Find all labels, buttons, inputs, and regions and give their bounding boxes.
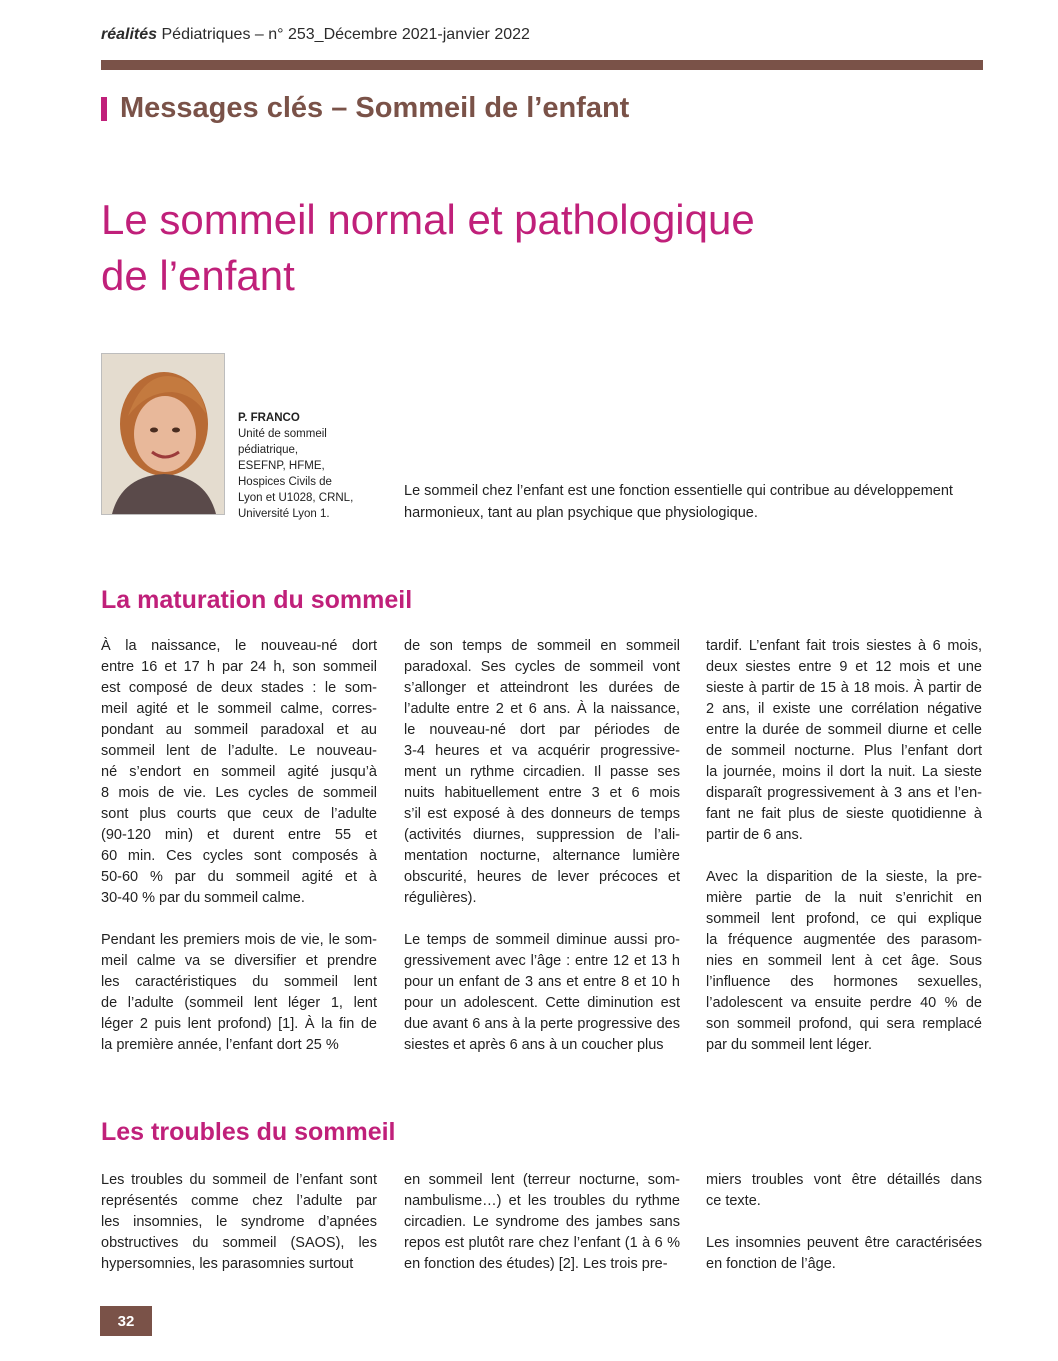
text-line: né s’endort en sommeil agité jusqu’à — [101, 764, 377, 780]
paragraph — [404, 930, 680, 1056]
section1-column-1 — [101, 636, 377, 1077]
text-line: (90-120 min) et durent entre 55 et — [101, 827, 377, 843]
text-line: les caractéristiques du sommeil lent — [101, 974, 377, 990]
section2-column-3 — [706, 1170, 982, 1296]
text-line: s’allonger et atteindront les durées de — [404, 680, 680, 696]
section-heading-maturation: La maturation du sommeil — [101, 586, 413, 614]
text-line: entre 16 et 17 h par 24 h, son sommeil — [101, 659, 377, 675]
text-line: régulières). — [404, 890, 477, 906]
author-block — [238, 410, 388, 522]
text-line: repos est plutôt rare chez l’enfant (1 à 6 % — [404, 1235, 680, 1251]
header-rule — [101, 60, 983, 70]
journal-name: réalités — [101, 26, 158, 43]
section-heading-troubles: Les troubles du sommeil — [101, 1118, 396, 1146]
text-line: entre la durée de sommeil diurne et celle — [706, 722, 982, 738]
page-number: 32 — [100, 1306, 152, 1336]
text-line: l’adulte entre 2 et 6 ans. À la naissance, — [404, 701, 680, 717]
text-line: en fonction des études) [2]. Les trois pre- — [404, 1256, 668, 1272]
text-line: son sommeil profond, qui sera remplacé — [706, 1016, 982, 1032]
section2-column-1 — [101, 1170, 377, 1296]
text-line: pondant au sommeil paradoxal et au — [101, 722, 377, 738]
paragraph — [101, 930, 377, 1056]
text-line: nies en sommeil lent à cet âge. Sous — [706, 953, 982, 969]
kicker-marker — [101, 97, 107, 121]
text-line: Les troubles du sommeil de l’enfant sont — [101, 1172, 377, 1188]
text-line: sommeil lent profond, ce qui explique — [706, 911, 982, 927]
text-line: disparaît progressivement à 3 ans et l’en- — [706, 785, 982, 801]
text-line: s’il est exposé à des donneurs de temps — [404, 806, 680, 822]
paragraph — [101, 636, 377, 909]
text-line: mentation nocturne, alternance lumière — [404, 848, 680, 864]
issue-info: Pédiatriques – n° 253_Décembre 2021-janvier 2022 — [157, 26, 530, 43]
text-line: sont plus courts que ceux de l’adulte — [101, 806, 377, 822]
text-line: (activités diurnes, suppression de l’ali- — [404, 827, 680, 843]
text-line: la première année, l’enfant dort 25 % — [101, 1037, 339, 1053]
affiliation-line: Unité de sommeil — [238, 428, 327, 440]
text-line: nambulisme…) et les troubles du rythme — [404, 1193, 680, 1209]
section-kicker-text: Messages clés – Sommeil de l’enfant — [120, 92, 630, 124]
text-line: obscurité, heures de lever précoces et — [404, 869, 680, 885]
text-line: pour un enfant de 3 ans et entre 8 et 10 h — [404, 974, 680, 990]
text-line: mière partie de la nuit s’enrichit en — [706, 890, 982, 906]
text-line: de l’adulte (sommeil lent léger 1, lent — [101, 995, 377, 1011]
text-line: hypersomnies, les parasomnies surtout — [101, 1256, 354, 1272]
paragraph — [404, 636, 680, 909]
paragraph — [706, 867, 982, 1056]
text-line: circadien. Le syndrome des jambes sans — [404, 1214, 680, 1230]
text-line: siestes et après 6 ans à un coucher plus — [404, 1037, 664, 1053]
text-line: 30-40 % par du sommeil calme. — [101, 890, 305, 906]
text-line: Le temps de sommeil diminue aussi pro- — [404, 932, 680, 948]
section1-column-2 — [404, 636, 680, 1077]
paragraph — [706, 1170, 982, 1212]
text-line: miers troubles vont être détaillés dans — [706, 1172, 982, 1188]
text-line: la journée, moins il dort la nuit. La sieste — [706, 764, 982, 780]
text-line: les insomnies, le syndrome d’apnées — [101, 1214, 377, 1230]
text-line: nuits habituellement entre 3 et 6 mois — [404, 785, 680, 801]
affiliation-line: pédiatrique, — [238, 444, 299, 456]
affiliation-line: Université Lyon 1. — [238, 508, 330, 520]
text-line: le nouveau-né dort par périodes de — [404, 722, 680, 738]
text-line: de sommeil nocturne. Plus l’enfant dort — [706, 743, 982, 759]
paragraph — [706, 1233, 982, 1275]
text-line: pour un adolescent. Cette diminution est — [404, 995, 680, 1011]
text-line: 3-4 heures et va acquérir progressive- — [404, 743, 680, 759]
text-line: due avant 6 ans à la perte progressive des — [404, 1016, 680, 1032]
text-line: partir de 6 ans. — [706, 827, 803, 843]
text-line: deux siestes entre 9 et 12 mois et une — [706, 659, 982, 675]
text-line: par du sommeil lent léger. — [706, 1037, 873, 1053]
text-line: Avec la disparition de la sieste, la pre- — [706, 869, 982, 885]
affiliation-line: Hospices Civils de — [238, 476, 332, 488]
affiliation-line: ESEFNP, HFME, — [238, 460, 325, 472]
text-line: gressivement avec l’âge : entre 12 et 13 h — [404, 953, 680, 969]
text-line: léger 2 puis lent profond) [1]. À la fin de — [101, 1016, 377, 1032]
section1-column-3 — [706, 636, 982, 1077]
section-kicker — [101, 92, 629, 125]
text-line: paradoxal. Ses cycles de sommeil vont — [404, 659, 680, 675]
affiliation-line: Lyon et U1028, CRNL, — [238, 492, 354, 504]
article-title — [101, 192, 981, 304]
running-header — [101, 26, 530, 44]
text-line: de son temps de sommeil en sommeil — [404, 638, 680, 654]
text-line: 2 ans, il existe une corrélation négative — [706, 701, 982, 717]
title-line: Le sommeil normal et pathologique — [101, 196, 755, 243]
intro-paragraph — [404, 480, 989, 524]
portrait-illustration — [102, 354, 224, 514]
text-line: l’influence des hormones sexuelles, — [706, 974, 982, 990]
text-line: 50-60 % par du sommeil agité et à — [101, 869, 377, 885]
intro-line: harmonieux, tant au plan psychique que physiologique. — [404, 505, 758, 521]
paragraph — [101, 1170, 377, 1275]
text-line: obstructives du sommeil (SAOS), les — [101, 1235, 377, 1251]
text-line: ce texte. — [706, 1193, 761, 1209]
text-line: 60 min. Ces cycles sont composés à — [101, 848, 377, 864]
text-line: tardif. L’enfant fait trois siestes à 6 mois, — [706, 638, 982, 654]
section2-column-2 — [404, 1170, 680, 1296]
paragraph — [404, 1170, 680, 1275]
text-line: sommeil lent de l’adulte. Le nouveau- — [101, 743, 377, 759]
text-line: la fréquence augmentée des parasom- — [706, 932, 982, 948]
intro-line: Le sommeil chez l’enfant est une fonction essentielle qui contribue au développement — [404, 483, 953, 499]
text-line: Les insomnies peuvent être caractérisées — [706, 1235, 982, 1251]
text-line: À la naissance, le nouveau-né dort — [101, 638, 377, 654]
author-name: P. FRANCO — [238, 412, 300, 424]
text-line: en sommeil lent (terreur nocturne, som- — [404, 1172, 680, 1188]
text-line: 8 mois de vie. Les cycles de sommeil — [101, 785, 377, 801]
text-line: ment un rythme circadien. Il passe ses — [404, 764, 680, 780]
title-line: de l’enfant — [101, 252, 295, 299]
text-line: est composé de deux stades : le som- — [101, 680, 377, 696]
text-line: sieste à partir de 15 à 18 mois. À partir de — [706, 680, 982, 696]
text-line: l’adolescent va ensuite perdre 40 % de — [706, 995, 982, 1011]
text-line: en fonction de l’âge. — [706, 1256, 836, 1272]
text-line: meil calme va se diversifier et prendre — [101, 953, 377, 969]
paragraph — [706, 636, 982, 846]
text-line: représentés comme chez l’adulte par — [101, 1193, 377, 1209]
text-line: fant ne fait plus de sieste quotidienne à — [706, 806, 982, 822]
text-line: Pendant les premiers mois de vie, le som- — [101, 932, 377, 948]
text-line: meil agité et le sommeil calme, corres- — [101, 701, 377, 717]
author-photo — [101, 353, 225, 515]
